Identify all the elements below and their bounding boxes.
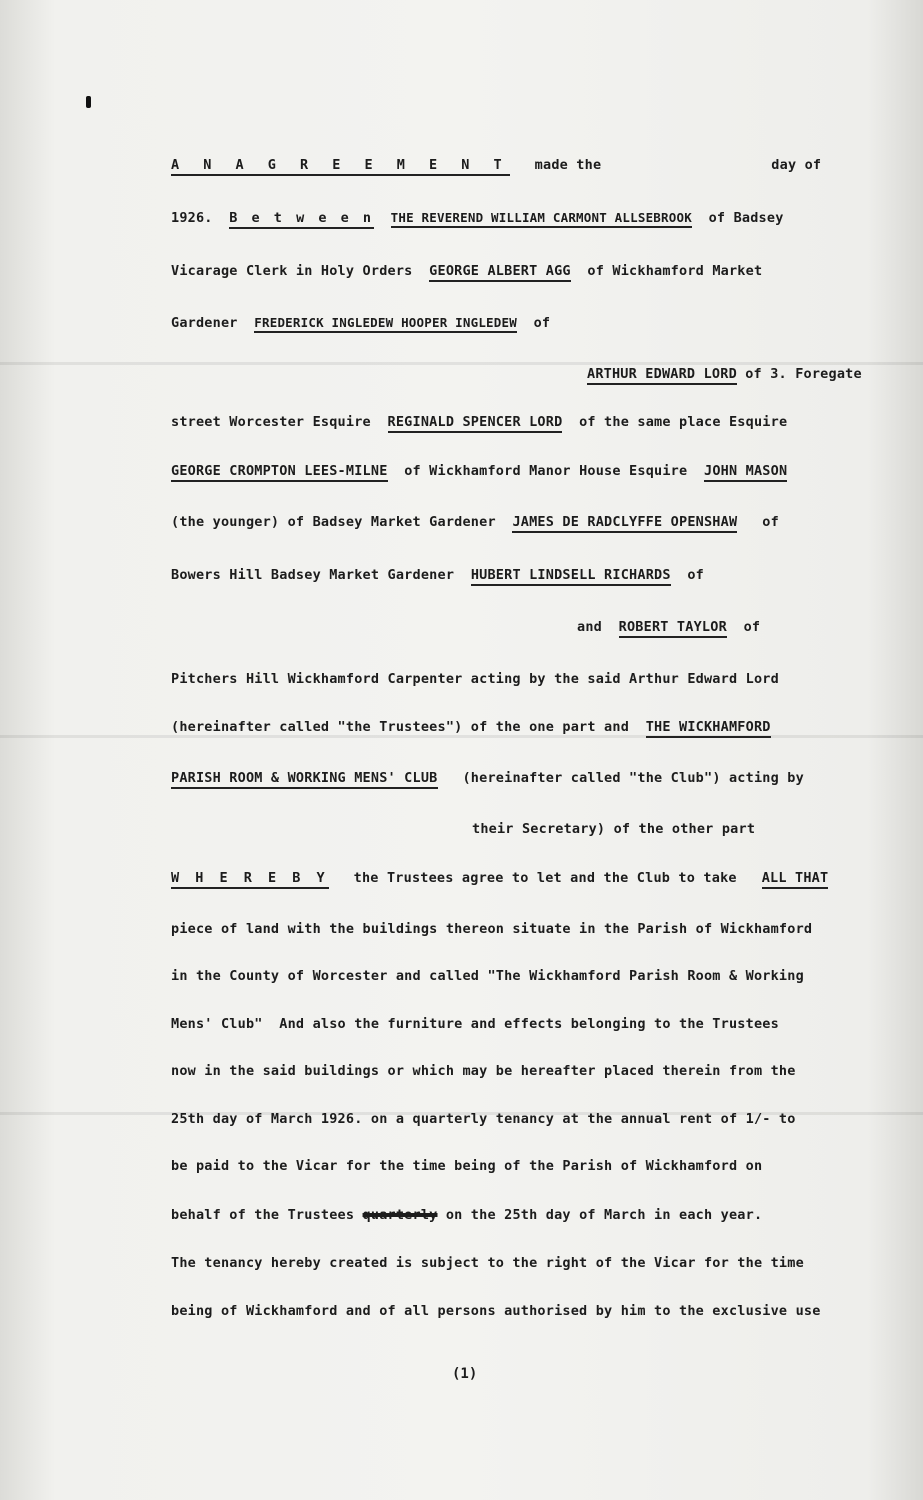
paper-fold (0, 362, 923, 365)
struck-word: quarterly (362, 1207, 438, 1223)
text-trustees-agree: the Trustees agree to let and the Club to take (353, 870, 737, 886)
text-and: and (577, 619, 602, 635)
text-pitchers-hill: Pitchers Hill Wickhamford Carpenter acting by the said Arthur Edward Lord (171, 671, 779, 687)
line-2 (171, 210, 784, 226)
paper-fold (0, 735, 923, 738)
text-of-badsey: of Badsey (708, 210, 784, 226)
party-allsebrook: THE REVEREND WILLIAM CARMONT ALLSEBROOK (391, 210, 692, 228)
whereby: W H E R E B Y (171, 870, 329, 889)
party-reginald-lord: REGINALD SPENCER LORD (388, 414, 563, 433)
between: B e t w e e n (229, 210, 374, 229)
line-7 (171, 463, 787, 479)
line-12 (171, 719, 771, 735)
body-line: piece of land with the buildings thereon situate in the Parish of Wickhamford (171, 921, 813, 937)
party-richards: HUBERT LINDSELL RICHARDS (471, 567, 671, 586)
body-line: being of Wickhamford and of all persons authorised by him to the exclusive use (171, 1303, 821, 1319)
line-13 (171, 770, 804, 786)
party-arthur-lord: ARTHUR EDWARD LORD (587, 366, 737, 385)
text-of: of (743, 619, 761, 635)
line-6 (171, 414, 787, 430)
body-line: 25th day of March 1926. on a quarterly tenancy at the annual rent of 1/- to (171, 1111, 796, 1127)
line-1 (171, 157, 821, 173)
line-11 (171, 671, 779, 687)
punch-mark (86, 96, 91, 108)
text-vicarage: Vicarage Clerk in Holy Orders (171, 263, 413, 279)
party-ingledew: FREDERICK INGLEDEW HOOPER INGLEDEW (254, 315, 517, 333)
party-the-wickhamford: THE WICKHAMFORD (646, 719, 771, 738)
body-line: The tenancy hereby created is subject to the right of the Vicar for the time (171, 1255, 804, 1271)
year: 1926. (171, 210, 213, 226)
text-of: of (533, 315, 551, 331)
text-same-place: of the same place Esquire (579, 414, 788, 430)
body-line: now in the said buildings or which may be hereafter placed therein from the (171, 1063, 796, 1079)
text-the-younger: (the younger) of Badsey Market Gardener (171, 514, 496, 530)
text-of: of (687, 567, 704, 583)
all-that: ALL THAT (762, 870, 829, 889)
text-of: of (762, 514, 779, 530)
line-5 (587, 366, 862, 382)
party-agg: GEORGE ALBERT AGG (429, 263, 571, 282)
party-openshaw: JAMES DE RADCLYFFE OPENSHAW (512, 514, 737, 533)
line-15 (171, 870, 828, 886)
line-14 (472, 821, 755, 837)
text-street-worcester: street Worcester Esquire (171, 414, 371, 430)
line-4 (171, 315, 550, 331)
party-taylor: ROBERT TAYLOR (619, 619, 727, 638)
text-manor-house: of Wickhamford Manor House Esquire (404, 463, 688, 479)
line-8 (171, 514, 779, 530)
text-behalf: behalf of the Trustees (171, 1207, 355, 1223)
party-john-mason: JOHN MASON (704, 463, 787, 482)
line-behalf (171, 1207, 762, 1223)
line-9 (171, 567, 704, 583)
text-foregate: of 3. Foregate (745, 366, 862, 382)
body-line: Mens' Club" And also the furniture and effects belonging to the Trustees (171, 1016, 779, 1032)
text-their-secretary: their Secretary) of the other part (472, 821, 756, 837)
agreement-title: A N A G R E E M E N T (171, 157, 510, 176)
line-10 (577, 619, 760, 635)
made-the: made the (534, 157, 602, 173)
text-gardener: Gardener (171, 315, 238, 331)
text-hereinafter-club: (hereinafter called "the Club") acting by (462, 770, 804, 786)
body-line: in the County of Worcester and called "The Wickhamford Parish Room & Working (171, 968, 804, 984)
text-behalf-end: on the 25th day of March in each year. (445, 1207, 763, 1223)
line-3 (171, 263, 762, 279)
text-wickhamford-market: of Wickhamford Market (587, 263, 763, 279)
text-bowers-hill: Bowers Hill Badsey Market Gardener (171, 567, 455, 583)
party-lees-milne: GEORGE CROMPTON LEES-MILNE (171, 463, 388, 482)
body-line: be paid to the Vicar for the time being of the Parish of Wickhamford on (171, 1158, 763, 1174)
text-hereinafter-trustees: (hereinafter called "the Trustees") of the one part and (171, 719, 630, 735)
party-parish-room-club: PARISH ROOM & WORKING MENS' CLUB (171, 770, 438, 789)
day-of: day of (771, 157, 822, 173)
page-number: (1) (452, 1366, 478, 1382)
